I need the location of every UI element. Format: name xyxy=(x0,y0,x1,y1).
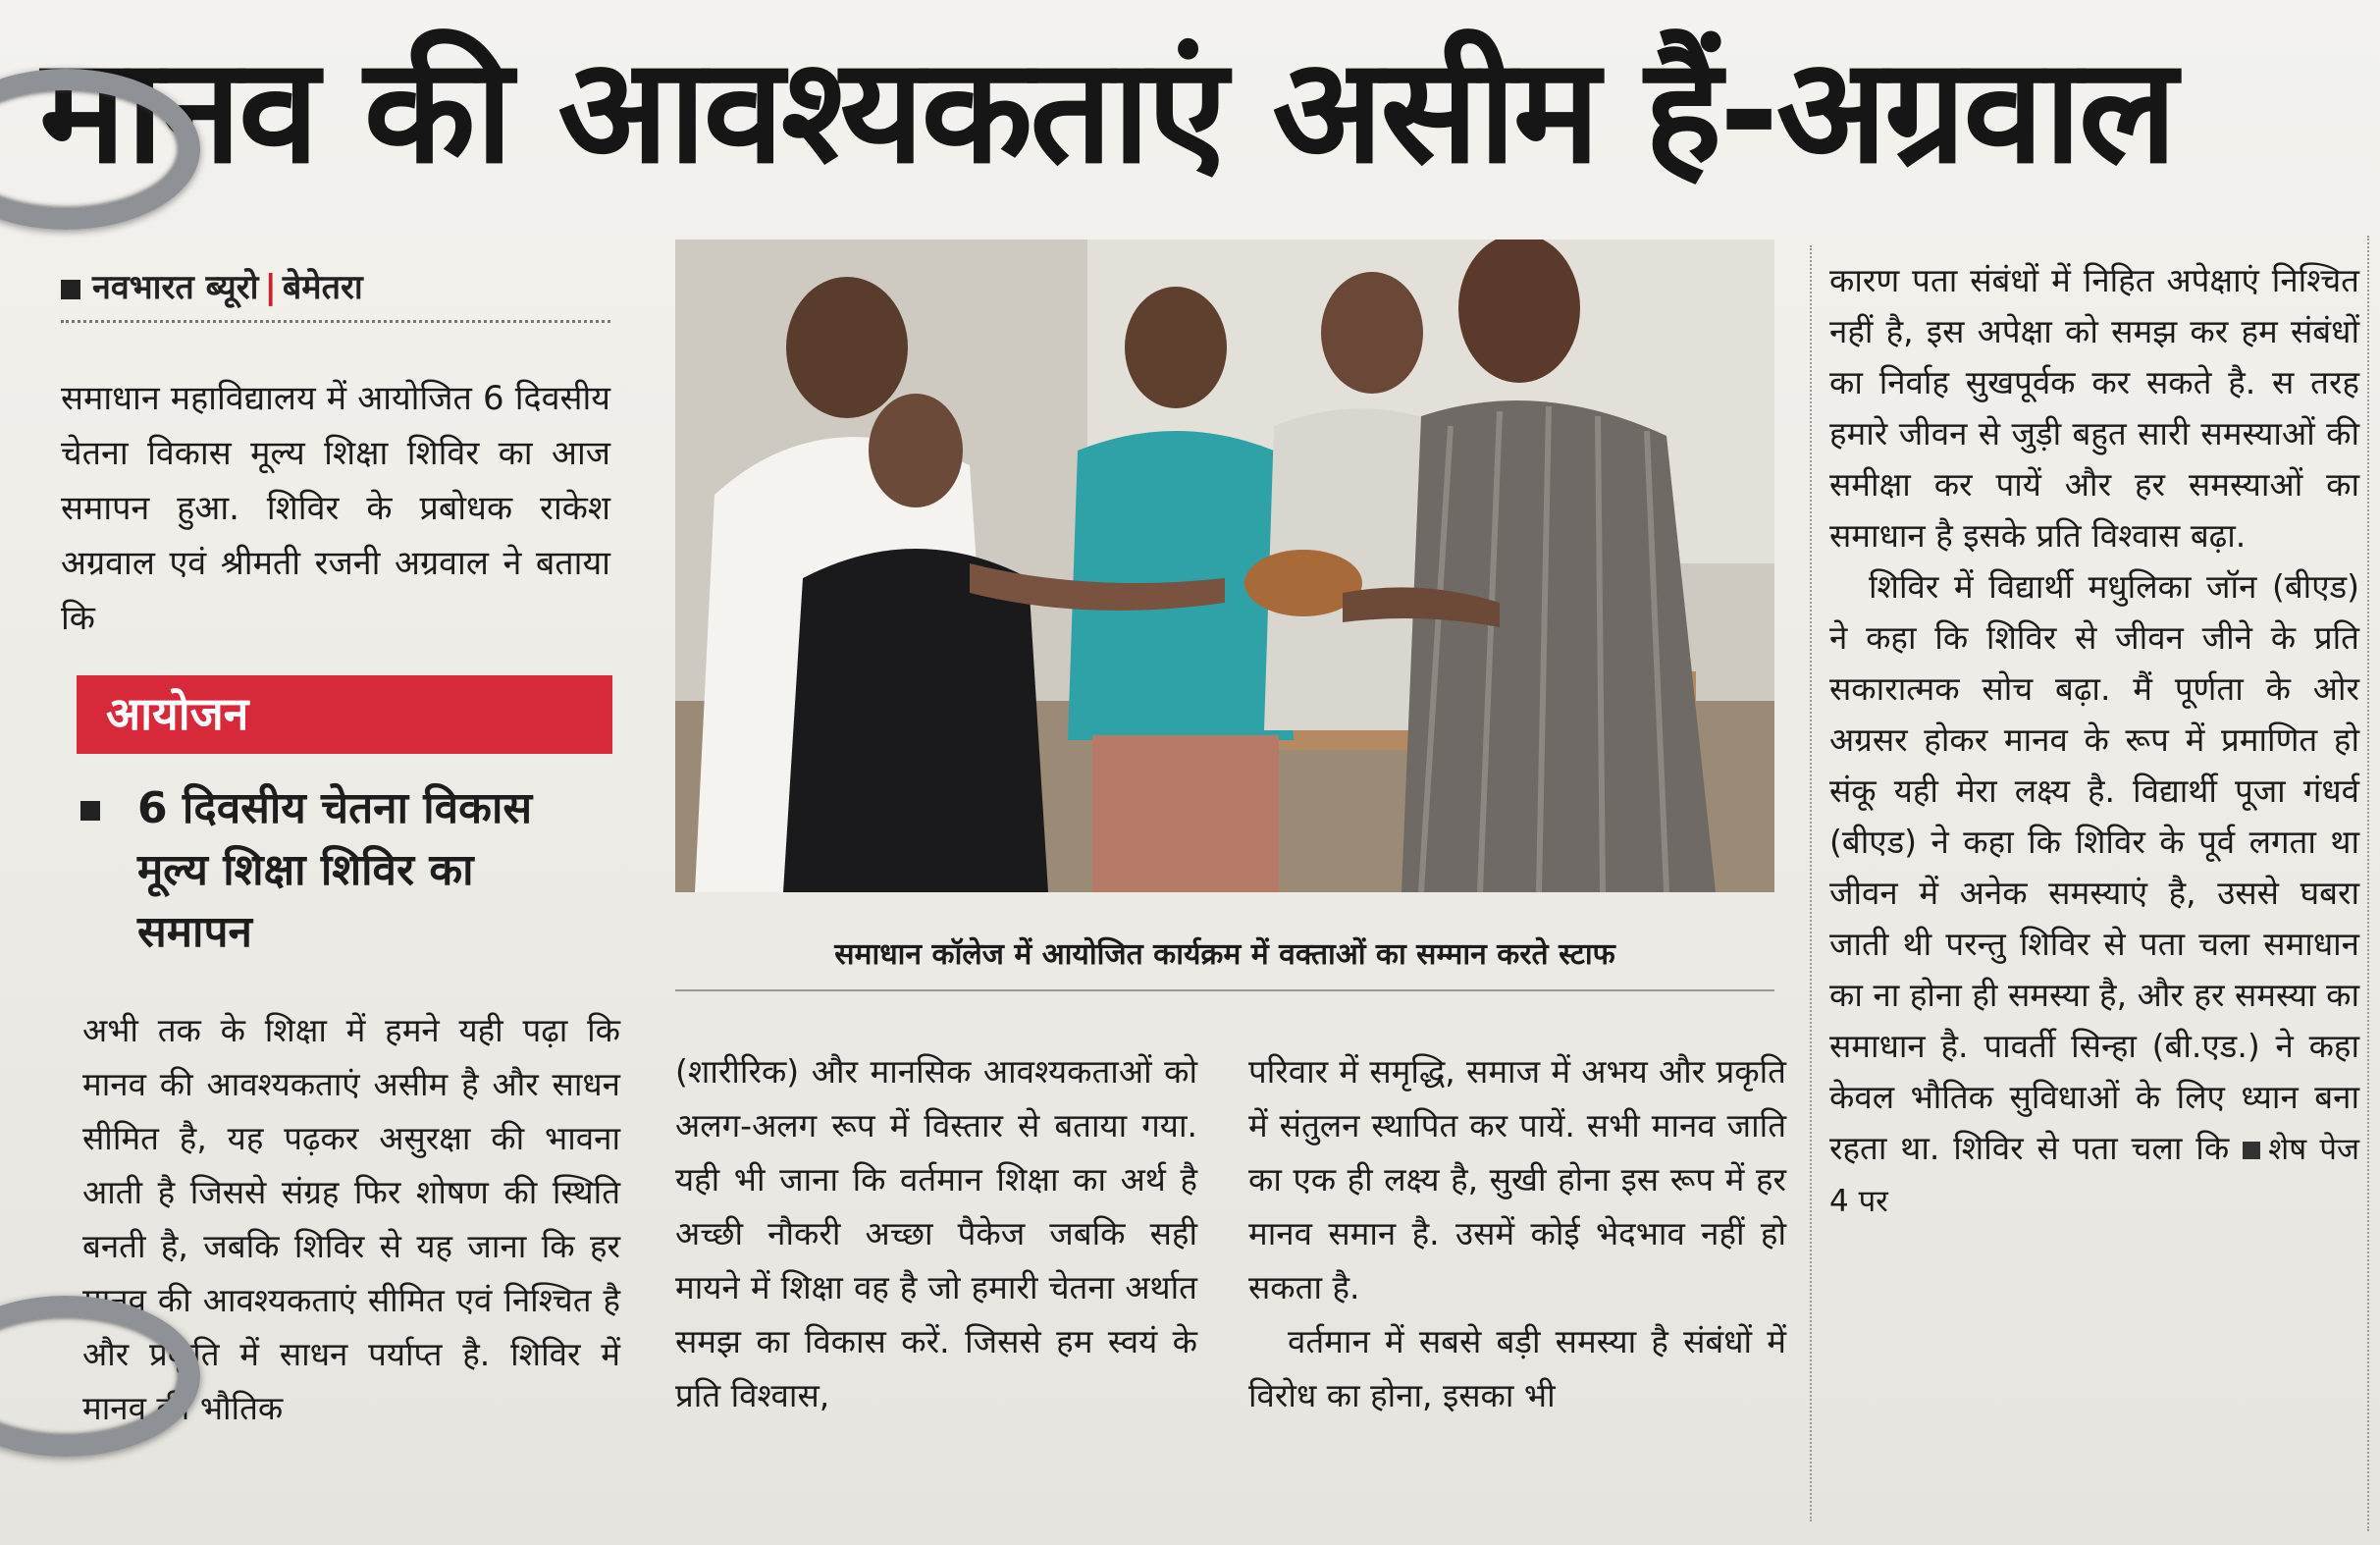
column-2 xyxy=(675,1044,1197,1422)
column-4 xyxy=(1829,255,2359,1227)
byline xyxy=(61,263,610,323)
page-edge-divider xyxy=(2367,236,2369,1531)
column-4-body: शिविर में विद्यार्थी मधुलिका जॉन (बीएड) ने कहा कि शिविर से जीवन जीने के प्रति सकारात्मक सोच बढ़ा. मैं पूर्णता के ओर अग्रसर होकर मानव के रूप में प्रमाणित हो संकू यही मेरा लक्ष्य है. विद्यार्थी पूजा गंधर्व (बीएड) ने कहा कि शिविर के पूर्व लगता था जीवन में अनेक समस्याएं है, उससे घबरा जाती थी परन्तु शिविर से पता चला समाधान का ना होना ही समस्या है, और हर समस्या का समाधान है. पावर्ती सिन्हा (बी.एड.) ने कहा केवल भौतिक सुविधाओं के लिए ध्यान बना रहता था. शिविर से पता चला कि xyxy=(1829,567,2359,1167)
column-4-text-a: कारण पता संबंधों में निहित अपेक्षाएं निश्चित नहीं है, इस अपेक्षा को समझ कर हम संबंधों का निर्वाह सुखपूर्वक कर सकते है. स तरह हमारे जीवन से जुड़ी बहुत सारी समस्याओं की समीक्षा कर पायें और हर समस्याओं का समाधान है इसके प्रति विश्वास बढ़ा. xyxy=(1829,261,2359,555)
intro-text: समाधान महाविद्यालय में आयोजित 6 दिवसीय चेतना विकास मूल्य शिक्षा शिविर का आज समापन हुआ. शिविर के प्रबोधक राकेश अग्रवाल एवं श्रीमती रजनी अग्रवाल ने बताया कि xyxy=(61,379,610,638)
column-1-text: अभी तक के शिक्षा में हमने यही पढ़ा कि मानव की आवश्यकताएं असीम है और साधन सीमित है, यह पढ़कर असुरक्षा की भावना आती है जिससे संग्रह फिर शोषण की स्थिति बनती है, जबकि शिविर से यह जाना कि हर मानव की आवश्यकताएं सीमित एवं निश्चित है और प्रकृति में साधन पर्याप्त है. शिविर में मानव की भौतिक xyxy=(82,1011,620,1427)
section-tag-label: आयोजन xyxy=(106,687,249,740)
highlight-text: 6 दिवसीय चेतना विकास मूल्य शिक्षा शिविर का समापन xyxy=(137,783,533,957)
continued-note: शेष पेज 4 पर xyxy=(1829,1132,2359,1219)
column-3-text-a: परिवार में समृद्धि, समाज में अभय और प्रकृति में संतुलन स्थापित कर पायें. सभी मानव जाति का एक ही लक्ष्य है, सुखी होना इस रूप में हर मानव समान है. उसमें कोई भेदभाव नहीं हो सकता है. xyxy=(1248,1052,1786,1306)
byline-separator: | xyxy=(264,268,277,307)
column-2-text: (शारीरिक) और मानसिक आवश्यकताओं को अलग-अलग रूप में विस्तार से बताया गया. यही भी जाना कि वर्तमान शिक्षा का अर्थ है अच्छी नौकरी अच्छा पैकेज जबकि सही मायने में शिक्षा वह है जो हमारी चेतना अर्थात समझ का विकास करें. जिससे हम स्वयं के प्रति विश्वास, xyxy=(675,1052,1197,1414)
byline-source: नवभारत ब्यूरो xyxy=(92,268,259,307)
intro-paragraph xyxy=(61,371,610,646)
bullet-square-icon xyxy=(61,280,80,299)
news-photo xyxy=(675,240,1774,892)
bullet-square-icon xyxy=(2243,1142,2260,1159)
headline: मानव की आवश्यकताएं असीम हैं-अग्रवाल xyxy=(39,27,2175,195)
column-4-text-b xyxy=(1829,561,2359,1227)
photo-caption: समाधान कॉलेज में आयोजित कार्यक्रम में वक्ताओं का सम्मान करते स्टाफ xyxy=(834,937,1615,972)
photo-illustration xyxy=(675,240,1774,892)
highlight-block xyxy=(80,777,601,963)
bullet-square-icon xyxy=(80,801,100,821)
column-3-text-b: वर्तमान में सबसे बड़ी समस्या है संबंधों में विरोध का होना, इसका भी xyxy=(1248,1322,1786,1414)
caption-divider xyxy=(675,989,1774,991)
byline-place: बेमेतरा xyxy=(282,268,363,307)
column-3 xyxy=(1248,1044,1786,1422)
column-divider xyxy=(1810,245,1812,1521)
section-tag xyxy=(77,675,612,754)
